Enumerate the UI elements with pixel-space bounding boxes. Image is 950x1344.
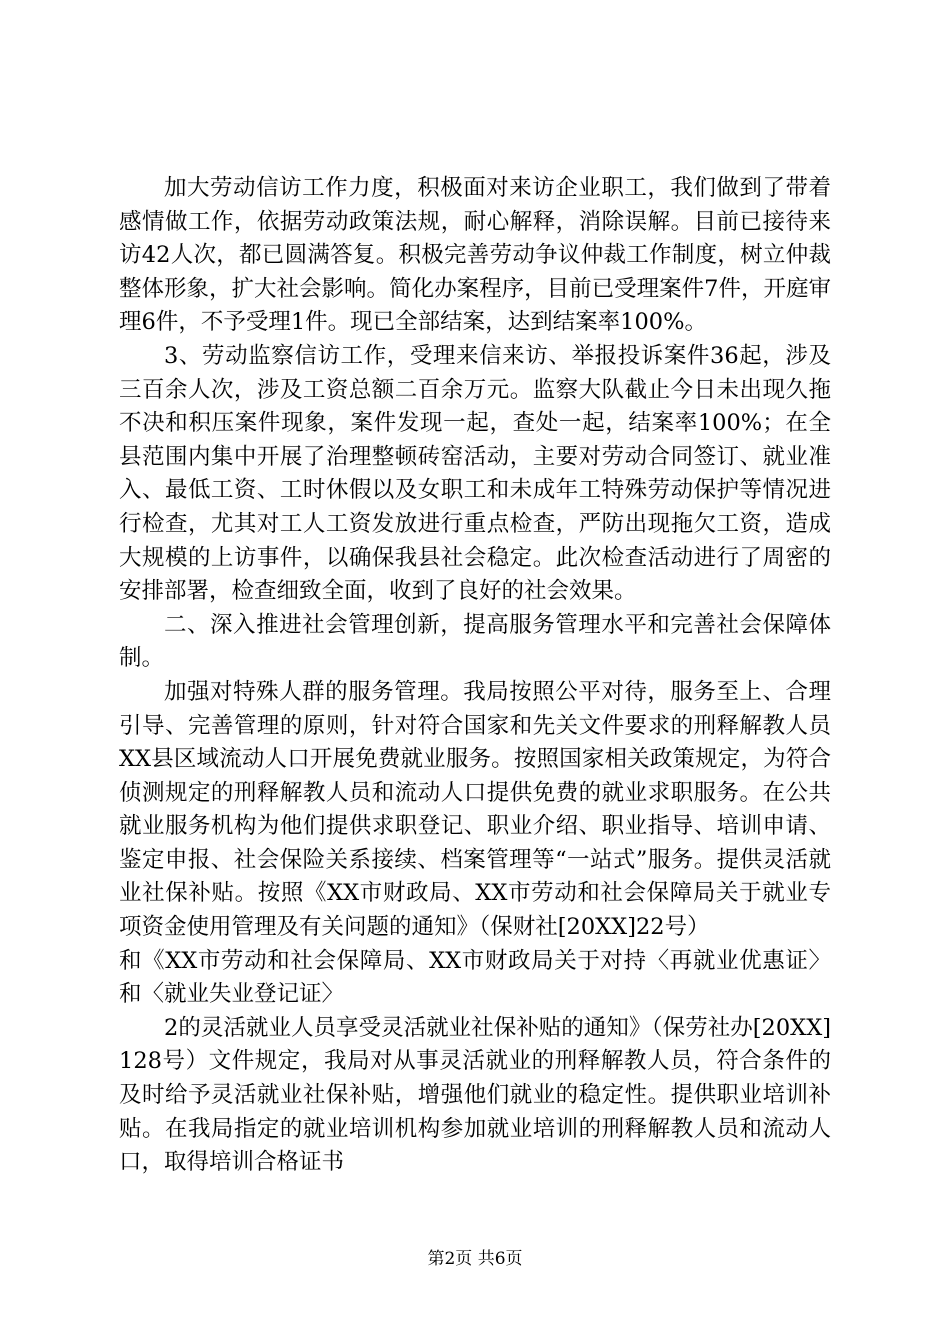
paragraph-special-groups: 加强对特殊人群的服务管理。我局按照公平对待，服务至上、合理引导、完善管理的原则，针对符合国家和先关文件要求的刑释解教人员XX县区域流动人口开展免费就业服务。按照国家相关政策规定，为符合侦测规定的刑释解教人员和流动人口提供免费的就业求职服务。在公共就业服务机构为他们提供求职登记、职业介绍、职业指导、培训申请、鉴定申报、社会保险关系接续、档案管理等“一站式”服务。提供灵活就业社保补贴。按照《XX市财政局、XX市劳动和社会保障局关于就业专项资金使用管理及有关问题的通知》（保财社[20XX]22号） 和《XX市劳动和社会保障局、XX市财政局关于对持〈再就业优惠证〉和〈就业失业登记证〉 bbox=[119, 678, 831, 1008]
document-body bbox=[119, 172, 831, 1180]
paragraph-subsidy-continuation: 2的灵活就业人员享受灵活就业社保补贴的通知》（保劳社办[20XX]128号）文件规定，我局对从事灵活就业的刑释解教人员，符合条件的及时给予灵活就业社保补贴，增强他们就业的稳定性。提供职业培训补贴。在我局指定的就业培训机构参加就业培训的刑释解教人员和流动人口，取得培训合格证书 bbox=[119, 1014, 831, 1176]
paragraph-labor-inspection: 3、劳动监察信访工作，受理来信来访、举报投诉案件36起，涉及三百余人次，涉及工资总额二百余万元。监察大队截止今日未出现久拖不决和积压案件现象，案件发现一起，查处一起，结案率100%；在全县范围内集中开展了治理整顿砖窑活动，主要对劳动合同签订、就业准入、最低工资、工时休假以及女职工和未成年工特殊劳动保护等情况进行检查，尤其对工人工资发放进行重点检查，严防出现拖欠工资，造成大规模的上访事件，以确保我县社会稳定。此次检查活动进行了周密的安排部署，检查细致全面，收到了良好的社会效果。 bbox=[119, 342, 831, 605]
page-number-footer: 第2页 共6页 bbox=[427, 1249, 523, 1269]
section-heading-social-management: 二、深入推进社会管理创新，提高服务管理水平和完善社会保障体制。 bbox=[119, 611, 831, 672]
paragraph-petition-work: 加大劳动信访工作力度，积极面对来访企业职工，我们做到了带着感情做工作，依据劳动政策法规，耐心解释，消除误解。目前已接待来访42人次，都已圆满答复。积极完善劳动争议仲裁工作制度，树立仲裁整体形象，扩大社会影响。简化办案程序，目前已受理案件7件，开庭审理6件，不予受理1件。现已全部结案，达到结案率100%。 bbox=[119, 175, 831, 336]
